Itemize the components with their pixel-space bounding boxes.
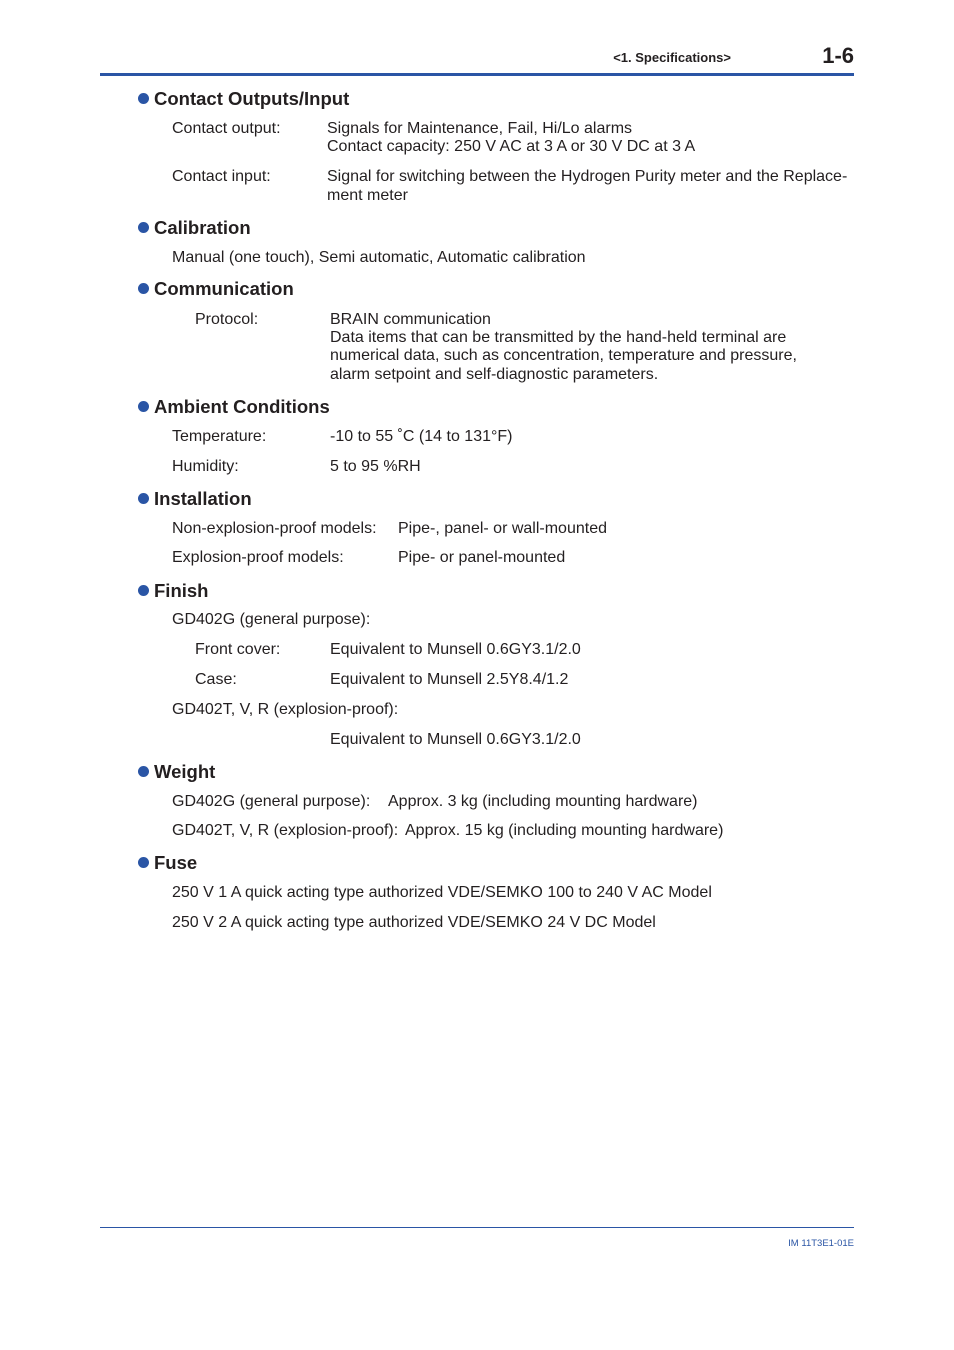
fuse-line2: 250 V 2 A quick acting type authorized VDE/SEMKO 24 V DC Model bbox=[172, 914, 656, 931]
non-explosion-value: Pipe-, panel- or wall-mounted bbox=[398, 520, 607, 537]
section-heading-contact: Contact Outputs/Input bbox=[154, 88, 350, 109]
page-number: 1-6 bbox=[822, 43, 854, 68]
fuse-line1: 250 V 1 A quick acting type authorized VDE/SEMKO 100 to 240 V AC Model bbox=[172, 884, 712, 901]
running-header-section: <1. Specifications> bbox=[613, 50, 731, 65]
contact-output-line1: Signals for Maintenance, Fail, Hi/Lo alarms bbox=[327, 120, 633, 137]
footer-rule bbox=[100, 1227, 854, 1228]
protocol-line3: numerical data, such as concentration, temperature and pressure, bbox=[330, 347, 797, 364]
section-heading-installation: Installation bbox=[154, 488, 252, 509]
weight-general-purpose-label: GD402G (general purpose): bbox=[172, 793, 371, 810]
section-heading-communication: Communication bbox=[154, 278, 294, 299]
header-rule bbox=[100, 73, 854, 76]
contact-input-line2: ment meter bbox=[327, 187, 408, 204]
section-heading-fuse: Fuse bbox=[154, 852, 198, 873]
document-id: IM 11T3E1-01E bbox=[788, 1238, 854, 1249]
calibration-text: Manual (one touch), Semi automatic, Automatic calibration bbox=[172, 249, 586, 266]
explosion-proof-value: Pipe- or panel-mounted bbox=[398, 549, 566, 566]
weight-explosion-proof-value: Approx. 15 kg (including mounting hardware) bbox=[405, 822, 724, 839]
humidity-label: Humidity: bbox=[172, 458, 239, 475]
weight-general-purpose-value: Approx. 3 kg (including mounting hardware) bbox=[388, 793, 698, 810]
bullet-icon bbox=[138, 93, 149, 104]
contact-output-line2: Contact capacity: 250 V AC at 3 A or 30 V DC at 3 A bbox=[327, 138, 696, 155]
protocol-label: Protocol: bbox=[195, 311, 259, 328]
section-heading-finish: Finish bbox=[154, 580, 209, 601]
case-label: Case: bbox=[195, 671, 237, 688]
protocol-line1: BRAIN communication bbox=[330, 311, 491, 328]
temperature-label: Temperature: bbox=[172, 428, 267, 445]
bullet-icon bbox=[138, 401, 149, 412]
front-cover-value: Equivalent to Munsell 0.6GY3.1/2.0 bbox=[330, 641, 581, 658]
section-heading-weight: Weight bbox=[154, 761, 216, 782]
bullet-icon bbox=[138, 222, 149, 233]
temperature-value: -10 to 55 ˚C (14 to 131°F) bbox=[330, 428, 513, 445]
finish-explosion-proof-value: Equivalent to Munsell 0.6GY3.1/2.0 bbox=[330, 731, 581, 748]
explosion-proof-label: Explosion-proof models: bbox=[172, 549, 344, 566]
bullet-icon bbox=[138, 283, 149, 294]
protocol-line2: Data items that can be transmitted by the hand-held terminal are bbox=[330, 329, 787, 346]
front-cover-label: Front cover: bbox=[195, 641, 281, 658]
protocol-line4: alarm setpoint and self-diagnostic parameters. bbox=[330, 366, 659, 383]
case-value: Equivalent to Munsell 2.5Y8.4/1.2 bbox=[330, 671, 569, 688]
bullet-icon bbox=[138, 766, 149, 777]
section-heading-ambient: Ambient Conditions bbox=[154, 396, 330, 417]
weight-explosion-proof-label: GD402T, V, R (explosion-proof): bbox=[172, 822, 399, 839]
section-heading-calibration: Calibration bbox=[154, 217, 251, 238]
finish-explosion-proof-label: GD402T, V, R (explosion-proof): bbox=[172, 701, 399, 718]
bullet-icon bbox=[138, 585, 149, 596]
finish-general-purpose-label: GD402G (general purpose): bbox=[172, 611, 371, 628]
bullet-icon bbox=[138, 493, 149, 504]
non-explosion-label: Non-explosion-proof models: bbox=[172, 520, 377, 537]
contact-output-label: Contact output: bbox=[172, 120, 281, 137]
bullet-icon bbox=[138, 857, 149, 868]
contact-input-label: Contact input: bbox=[172, 168, 271, 185]
humidity-value: 5 to 95 %RH bbox=[330, 458, 421, 475]
contact-input-line1: Signal for switching between the Hydrogen Purity meter and the Replace- bbox=[327, 168, 848, 185]
